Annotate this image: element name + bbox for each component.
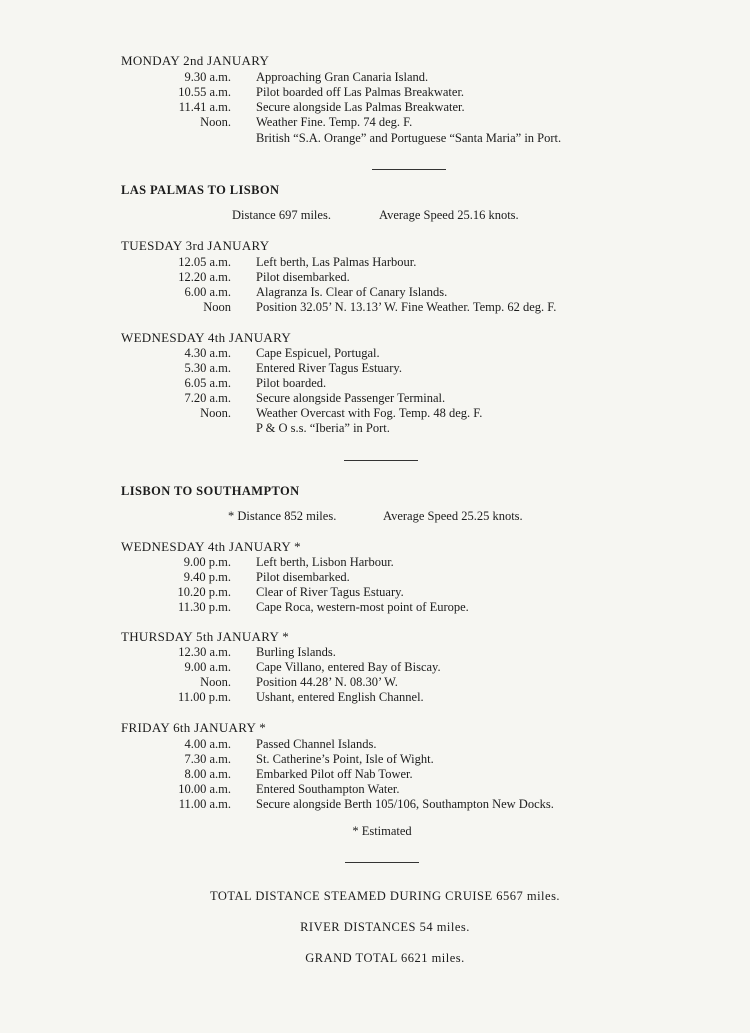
entry-desc: Secure alongside Las Palmas Breakwater. [256,100,465,114]
entry-desc: Pilot boarded off Las Palmas Breakwater. [256,85,465,99]
entry-time: 7.20 a.m. [184,391,231,405]
entry-time: 5.30 a.m. [184,361,231,375]
entry-desc: Secure alongside Berth 105/106, Southampton New Docks. [256,797,554,811]
entry-desc: Entered Southampton Water. [256,782,400,796]
total-distance: TOTAL DISTANCE STEAMED DURING CRUISE 6567 miles. [209,889,561,903]
entry-time: 11.41 a.m. [178,100,231,114]
entry-desc: Position 44.28’ N. 08.30’ W. [256,675,398,689]
day-heading: MONDAY 2nd JANUARY [121,53,270,68]
entry-desc: Position 32.05’ N. 13.13’ W. Fine Weather. Temp. 62 deg. F. [256,300,557,314]
day-heading: THURSDAY 5th JANUARY * [121,629,290,644]
entry-desc: P & O s.s. “Iberia” in Port. [256,421,390,435]
estimated-note: * Estimated [352,824,412,838]
entry-time: Noon. [200,115,231,129]
entry-desc: Cape Espicuel, Portugal. [256,346,380,360]
entry-desc: Cape Roca, western-most point of Europe. [256,600,469,614]
entry-desc: Clear of River Tagus Estuary. [256,585,404,599]
entry-desc: Pilot disembarked. [256,570,350,584]
section-divider [372,169,446,170]
section-title: LAS PALMAS TO LISBON [121,183,280,197]
entry-desc: Cape Villano, entered Bay of Biscay. [256,660,441,674]
entry-desc: Weather Fine. Temp. 74 deg. F. [256,115,413,129]
entry-time: 12.05 a.m. [178,255,231,269]
section-title: LISBON TO SOUTHAMPTON [121,484,300,498]
entry-time: 4.30 a.m. [184,346,231,360]
average-speed-text: Average Speed 25.16 knots. [379,208,519,222]
entry-desc: Entered River Tagus Estuary. [256,361,402,375]
entry-time: 12.30 a.m. [178,645,231,659]
entry-time: 10.00 a.m. [178,782,231,796]
entry-time: 11.00 p.m. [177,690,231,704]
entry-desc: British “S.A. Orange” and Portuguese “Santa Maria” in Port. [256,131,562,145]
entry-time: 6.00 a.m. [184,285,231,299]
entry-time: 9.00 p.m. [183,555,231,569]
entry-desc: Left berth, Lisbon Harbour. [256,555,394,569]
entry-desc: Weather Overcast with Fog. Temp. 48 deg. F. [256,406,483,420]
entry-desc: Pilot disembarked. [256,270,350,284]
entry-desc: Pilot boarded. [256,376,327,390]
entry-time: 11.00 a.m. [178,797,231,811]
entry-time: 12.20 a.m. [178,270,231,284]
entry-desc: Passed Channel Islands. [256,737,377,751]
entry-time: Noon. [200,406,231,420]
section-divider [345,862,419,863]
entry-time: 10.20 p.m. [177,585,231,599]
entry-desc: Ushant, entered English Channel. [256,690,424,704]
day-heading: FRIDAY 6th JANUARY * [121,720,267,735]
entry-time: 11.30 p.m. [177,600,231,614]
distance-text: Distance 697 miles. [232,208,331,222]
entry-time: 8.00 a.m. [184,767,231,781]
entry-time: 9.40 p.m. [183,570,231,584]
entry-time: 9.30 a.m. [184,70,231,84]
entry-desc: Left berth, Las Palmas Harbour. [256,255,417,269]
average-speed-text: Average Speed 25.25 knots. [383,509,523,523]
entry-time: 4.00 a.m. [184,737,231,751]
entry-desc: Burling Islands. [256,645,336,659]
entry-time: Noon. [200,675,231,689]
distance-text: * Distance 852 miles. [228,509,337,523]
entry-time: 6.05 a.m. [184,376,231,390]
entry-time: 9.00 a.m. [184,660,231,674]
entry-desc: Embarked Pilot off Nab Tower. [256,767,413,781]
entry-time: 10.55 a.m. [178,85,231,99]
day-heading: TUESDAY 3rd JANUARY [121,238,270,253]
entry-desc: Approaching Gran Canaria Island. [256,70,429,84]
section-divider [344,460,418,461]
distance-line [0,208,750,223]
entry-desc: Secure alongside Passenger Terminal. [256,391,446,405]
entry-time: 7.30 a.m. [184,752,231,766]
entry-desc: Alagranza Is. Clear of Canary Islands. [256,285,448,299]
distance-line [0,509,750,524]
day-heading: WEDNESDAY 4th JANUARY [121,330,292,345]
grand-total: GRAND TOTAL 6621 miles. [305,951,465,965]
day-heading: WEDNESDAY 4th JANUARY * [121,539,301,554]
river-distances: RIVER DISTANCES 54 miles. [300,920,470,934]
entry-time: Noon [203,300,231,314]
entry-desc: St. Catherine’s Point, Isle of Wight. [256,752,434,766]
